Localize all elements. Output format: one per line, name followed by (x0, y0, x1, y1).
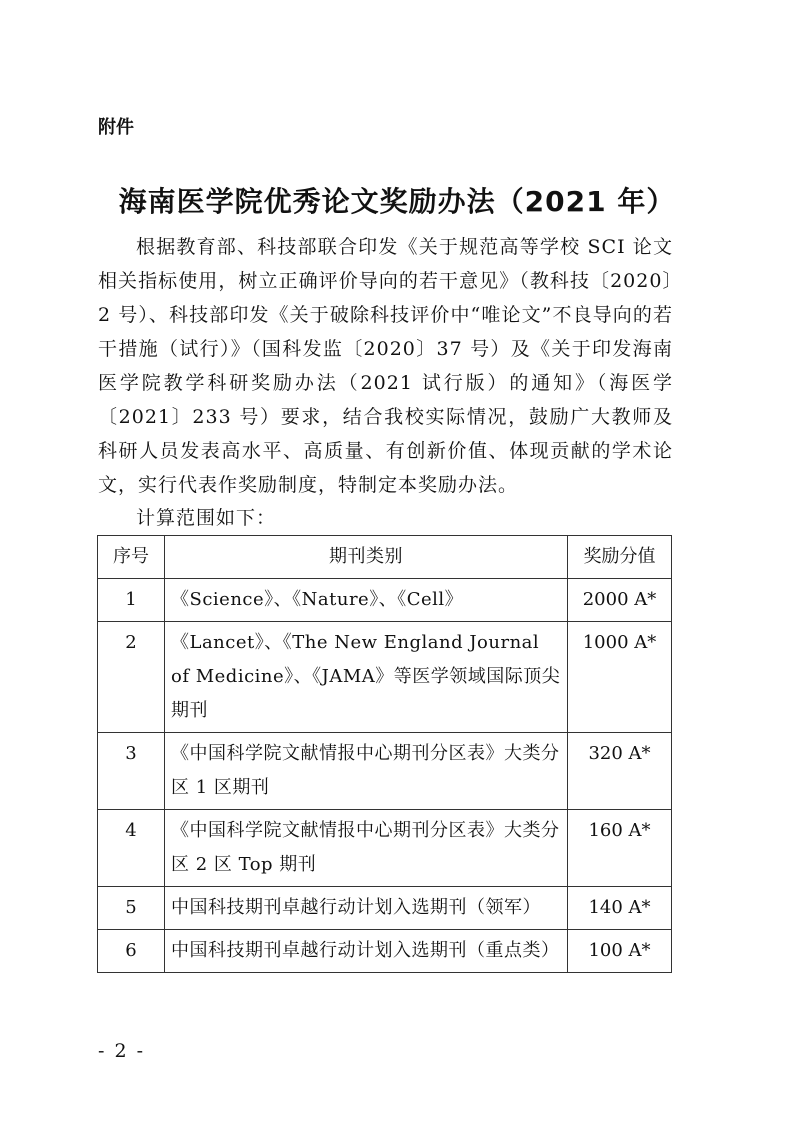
page-number: - 2 - (98, 1040, 146, 1062)
table-row (98, 733, 672, 810)
row-category: 《Lancet》、《The New England Journal of Medicine》、《JAMA》等医学领域国际顶尖期刊 (165, 622, 568, 733)
calc-scope-label: 计算范围如下： (136, 507, 277, 529)
row-category: 《中国科学院文献情报中心期刊分区表》大类分区 1 区期刊 (165, 733, 568, 810)
row-category: 《Science》、《Nature》、《Cell》 (165, 579, 568, 622)
row-no: 1 (98, 579, 165, 622)
row-no: 2 (98, 622, 165, 733)
award-table (97, 535, 672, 973)
table-row (98, 579, 672, 622)
table-row (98, 810, 672, 887)
row-no: 6 (98, 930, 165, 973)
row-points: 140 A* (568, 887, 672, 930)
table-header-row (98, 536, 672, 579)
attachment-label: 附件 (98, 117, 134, 138)
row-category: 中国科技期刊卓越行动计划入选期刊（领军） (165, 887, 568, 930)
row-points: 1000 A* (568, 622, 672, 733)
row-no: 3 (98, 733, 165, 810)
row-no: 4 (98, 810, 165, 887)
header-points: 奖励分值 (568, 536, 672, 579)
intro-paragraph: 根据教育部、科技部联合印发《关于规范高等学校 SCI 论文相关指标使用，树立正确评价导向的若干意见》（教科技〔2020〕2 号）、科技部印发《关于破除科技评价中“唯论文”不良导向的若干措施（试行）》（国科发监〔2020〕37 号）及《关于印发海南医学院教学科研奖励办法（2021 试行版）的通知》（海医学〔2021〕233 号）要求，结合我校实际情况，鼓励广大教师及科研人员发表高水平、高质量、有创新价值、体现贡献的学术论文，实行代表作奖励制度，特制定本奖励办法。 (98, 236, 673, 496)
row-category: 中国科技期刊卓越行动计划入选期刊（重点类） (165, 930, 568, 973)
table-row (98, 622, 672, 733)
row-no: 5 (98, 887, 165, 930)
row-points: 320 A* (568, 733, 672, 810)
table-row (98, 887, 672, 930)
table-row (98, 930, 672, 973)
document-title: 海南医学院优秀论文奖励办法（2021 年） (118, 185, 676, 218)
row-points: 2000 A* (568, 579, 672, 622)
header-category: 期刊类别 (165, 536, 568, 579)
header-no: 序号 (98, 536, 165, 579)
row-points: 100 A* (568, 930, 672, 973)
row-category: 《中国科学院文献情报中心期刊分区表》大类分区 2 区 Top 期刊 (165, 810, 568, 887)
row-points: 160 A* (568, 810, 672, 887)
